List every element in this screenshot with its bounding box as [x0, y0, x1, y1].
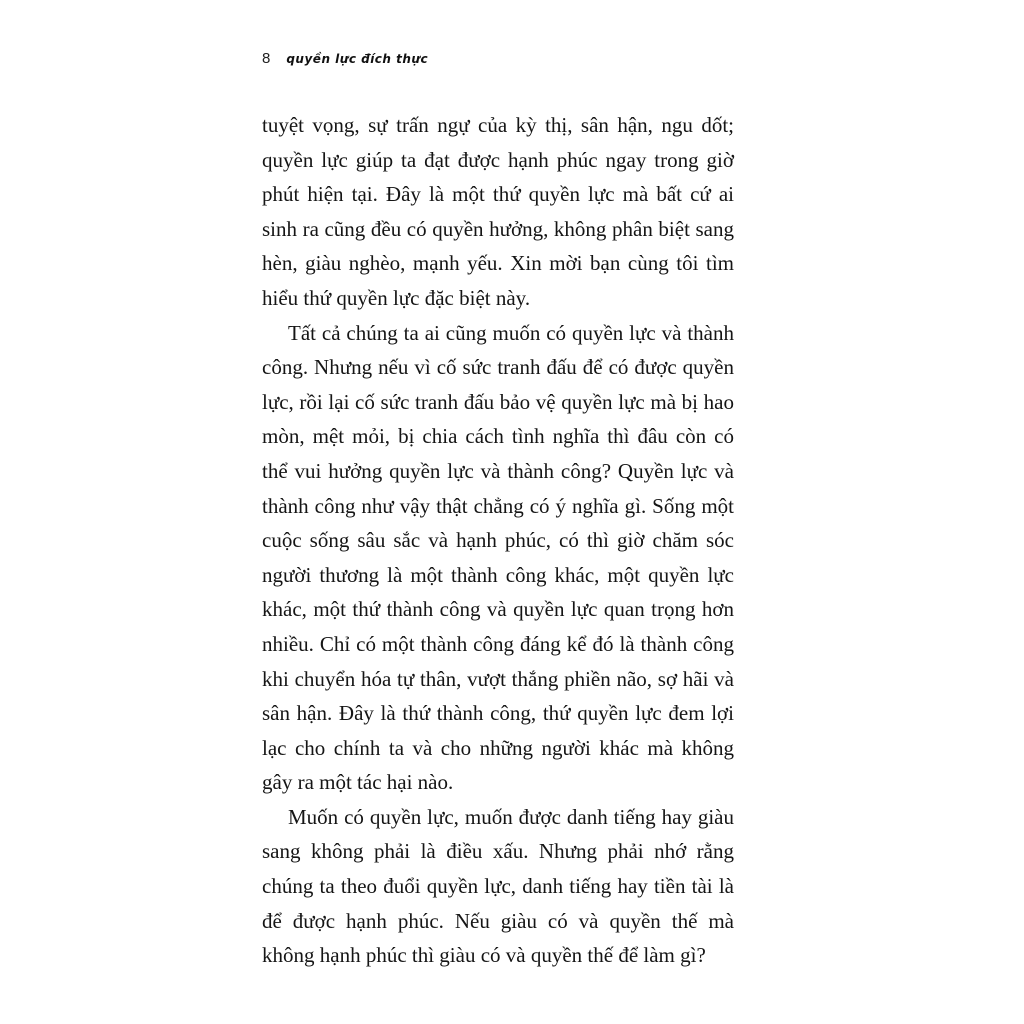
page-number: 8 — [262, 50, 271, 67]
body-text — [262, 108, 734, 973]
running-header — [262, 50, 428, 67]
paragraph-1: tuyệt vọng, sự trấn ngự của kỳ thị, sân hận, ngu dốt; quyền lực giúp ta đạt được hạnh phúc ngay trong giờ phút hiện tại. Đây là một thứ quyền lực mà bất cứ ai sinh ra cũng đều có quyền hưởng, không phân biệt sang hèn, giàu nghèo, mạnh yếu. Xin mời bạn cùng tôi tìm hiểu thứ quyền lực đặc biệt này. — [262, 113, 734, 310]
running-title: quyền lực đích thực — [286, 52, 429, 66]
paragraph-2: Tất cả chúng ta ai cũng muốn có quyền lực và thành công. Nhưng nếu vì cố sức tranh đấu để có được quyền lực, rồi lại cố sức tranh đấu bảo vệ quyền lực mà bị hao mòn, mệt mỏi, bị chia cách tình nghĩa thì đâu còn có thể vui hưởng quyền lực và thành công? Quyền lực và thành công như vậy thật chẳng có ý nghĩa gì. Sống một cuộc sống sâu sắc và hạnh phúc, có thì giờ chăm sóc người thương là một thành công khác, một quyền lực khác, một thứ thành công và quyền lực quan trọng hơn nhiều. Chỉ có một thành công đáng kể đó là thành công khi chuyển hóa tự thân, vượt thắng phiền não, sợ hãi và sân hận. Đây là thứ thành công, thứ quyền lực đem lợi lạc cho chính ta và cho những người khác mà không gây ra một tác hại nào. — [262, 320, 734, 795]
paragraph-3: Muốn có quyền lực, muốn được danh tiếng hay giàu sang không phải là điều xấu. Nhưng phải nhớ rằng chúng ta theo đuổi quyền lực, danh tiếng hay tiền tài là để được hạnh phúc. Nếu giàu có và quyền thế mà không hạnh phúc thì giàu có và quyền thế để làm gì? — [262, 804, 734, 968]
